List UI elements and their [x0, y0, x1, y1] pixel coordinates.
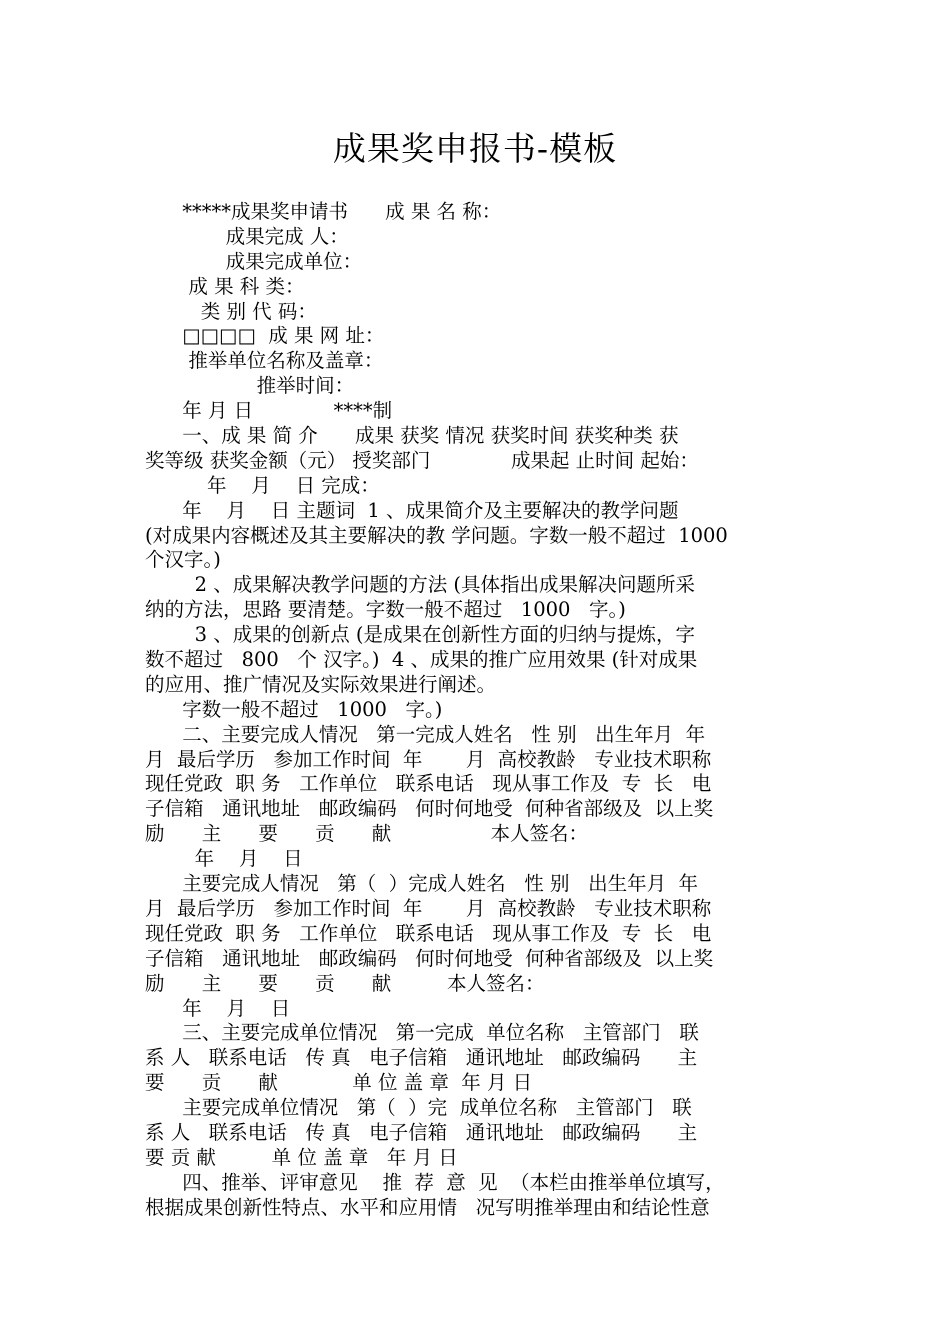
- text-line: 2 、成果解决教学问题的方法 (具体指出成果解决问题所采: [145, 573, 695, 597]
- text-line: (对成果内容概述及其主要解决的教 学问题。字数一般不超过 1000: [145, 523, 728, 547]
- text-line: *****成果奖申请书 成 果 名 称：: [145, 200, 502, 223]
- text-line: 成果完成单位：: [145, 249, 363, 273]
- text-line: 奖等级 获奖金额（元） 授奖部门 成果起 止时间 起始：: [145, 448, 699, 472]
- text-line: 成 果 科 类：: [145, 274, 305, 298]
- text-line: 月 最后学历 参加工作时间 年 月 高校教龄 专业技术职称: [145, 747, 712, 771]
- text-line: 推举时间：: [145, 374, 355, 398]
- text-line: 主要完成单位情况 第（ ）完 成单位名称 主管部门 联: [145, 1096, 692, 1120]
- text-line: 现任党政 职 务 工作单位 联系电话 现从事工作及 专 长 电: [145, 772, 712, 796]
- text-line: 系 人 联系电话 传 真 电子信箱 通讯地址 邮政编码 主: [145, 1120, 698, 1144]
- text-line: 要 贡 献 单 位 盖 章 年 月 日: [145, 1145, 458, 1169]
- text-line: 年 月 日: [145, 996, 291, 1020]
- text-line: 月 最后学历 参加工作时间 年 月 高校教龄 专业技术职称: [145, 896, 712, 920]
- text-line: 字数一般不超过 1000 字。): [145, 697, 443, 721]
- text-line: 个汉字。): [145, 548, 221, 572]
- text-line: 三、主要完成单位情况 第一完成 单位名称 主管部门 联: [145, 1021, 699, 1045]
- text-line: 四、推举、评审意见 推 荐 意 见 （本栏由推举单位填写，: [145, 1170, 725, 1194]
- text-line: 励 主 要 贡 献 本人签名：: [145, 971, 545, 995]
- text-line: 年 月 日: [145, 847, 303, 871]
- text-line: 子信箱 通讯地址 邮政编码 何时何地受 何种省部级及 以上奖: [145, 797, 714, 821]
- text-line: 一、成 果 简 介 成果 获奖 情况 获奖时间 获奖种类 获: [145, 424, 679, 448]
- text-line: □□□□ 成 果 网 址：: [145, 324, 385, 348]
- text-line: 根据成果创新性特点、水平和应用情 况写明推举理由和结论性意: [145, 1195, 710, 1219]
- text-line: 系 人 联系电话 传 真 电子信箱 通讯地址 邮政编码 主: [145, 1046, 698, 1070]
- document-body: [145, 200, 815, 1221]
- text-line: 主要完成人情况 第（ ）完成人姓名 性 别 出生年月 年: [145, 872, 698, 896]
- text-line: 数不超过 800 个 汉字。) 4 、成果的推广应用效果 (针对成果: [145, 648, 698, 672]
- text-line: 的应用、推广情况及实际效果进行阐述。: [145, 672, 497, 696]
- document-title: 成果奖申报书-模板: [332, 129, 618, 168]
- text-line: 3 、成果的创新点 (是成果在创新性方面的归纳与提炼，字: [145, 623, 695, 647]
- text-line: 类 别 代 码：: [145, 299, 317, 323]
- text-line: 二、主要完成人情况 第一完成人姓名 性 别 出生年月 年: [145, 722, 706, 746]
- text-line: 成果完成 人：: [145, 224, 349, 248]
- text-line: 年 月 日 主题词 1 、成果简介及主要解决的教学问题: [145, 498, 679, 522]
- text-line: 子信箱 通讯地址 邮政编码 何时何地受 何种省部级及 以上奖: [145, 946, 714, 970]
- text-line: 纳的方法，思路 要清楚。字数一般不超过 1000 字。): [145, 598, 626, 622]
- text-line: 推举单位名称及盖章：: [145, 349, 384, 373]
- text-line: 年 月 日 ****制: [145, 399, 393, 423]
- text-line: 励 主 要 贡 献 本人签名：: [145, 822, 588, 846]
- text-line: 现任党政 职 务 工作单位 联系电话 现从事工作及 专 长 电: [145, 921, 712, 945]
- text-line: 年 月 日 完成：: [145, 473, 380, 497]
- text-line: 要 贡 献 单 位 盖 章 年 月 日: [145, 1071, 533, 1095]
